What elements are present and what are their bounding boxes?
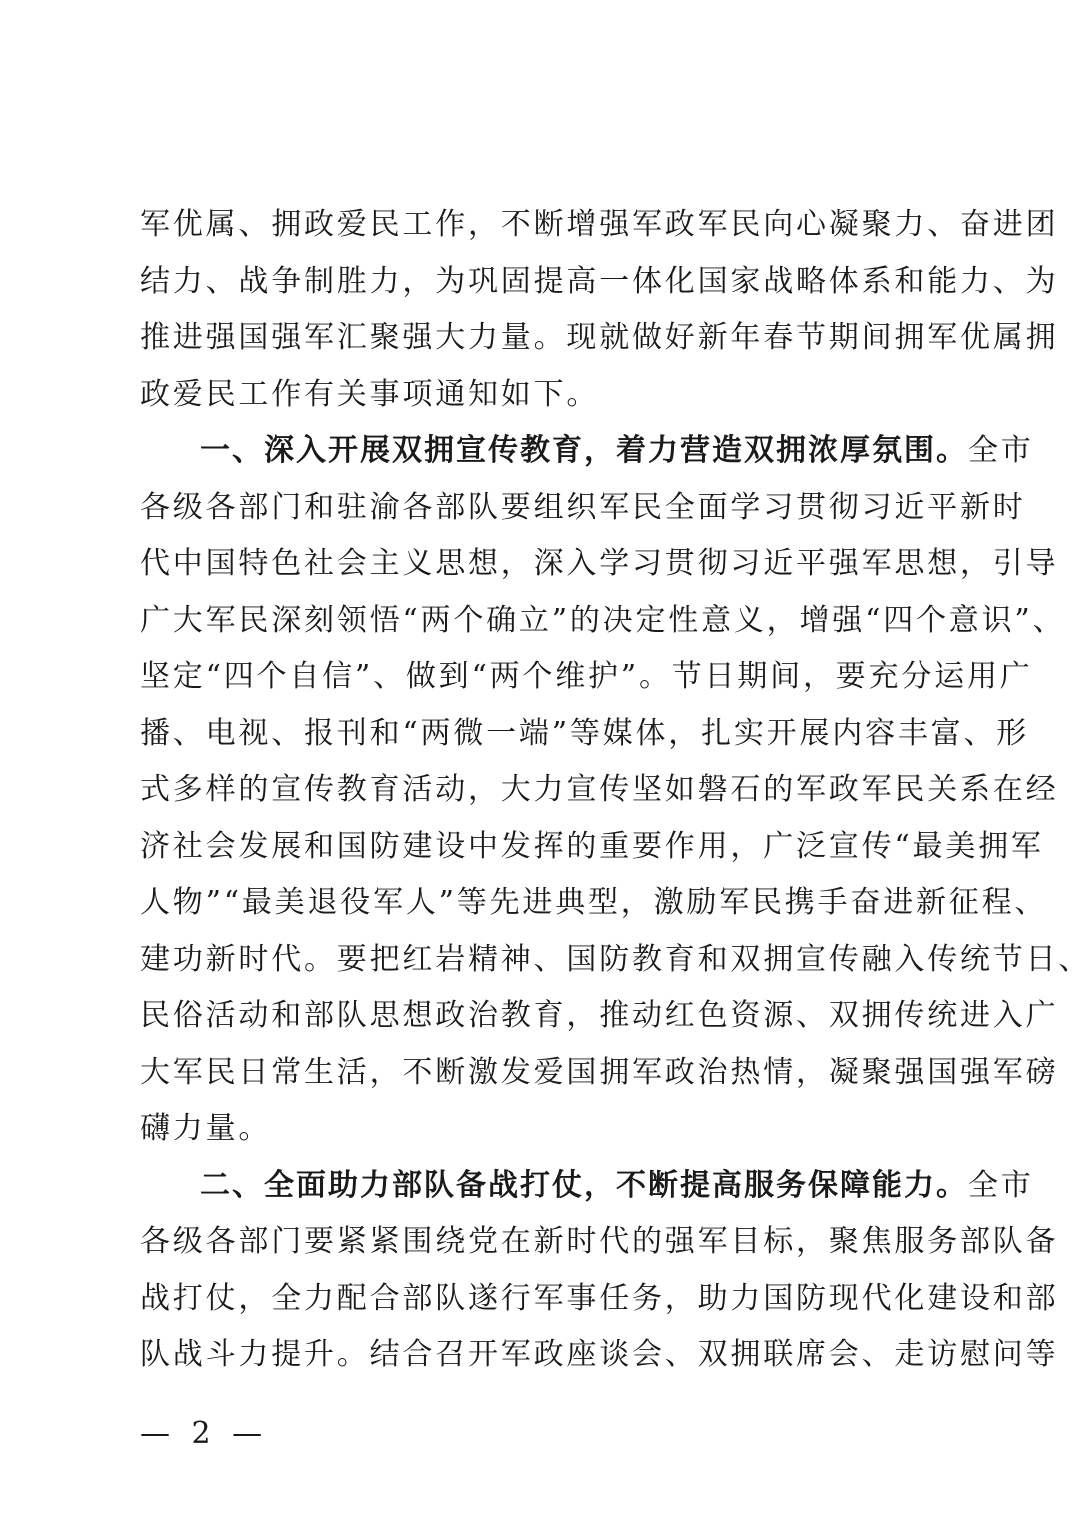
text-line: 结力、战争制胜力，为巩固提高一体化国家战略体系和能力、为 xyxy=(140,263,1059,299)
intro-paragraph xyxy=(140,197,1059,423)
section-2-heading: 二、全面助力部队备战打仗，不断提高服务保障能力。 xyxy=(200,1167,968,1203)
text-line: 军优属、拥政爱民工作，不断增强军政军民向心凝聚力、奋进团 xyxy=(140,207,1059,242)
text-line: 礴力量。 xyxy=(140,1111,272,1146)
text-line: 推进强国强军汇聚强大力量。现就做好新年春节期间拥军优属拥 xyxy=(140,320,1059,355)
text-line: 播、电视、报刊和“两微一端”等媒体，扎实开展内容丰富、形 xyxy=(140,715,1030,751)
text-line: 政爱民工作有关事项通知如下。 xyxy=(140,376,600,412)
text-line: 式多样的宣传教育活动，大力宣传坚如磐石的军政军民关系在经 xyxy=(140,772,1059,807)
text-line: 战打仗，全力配合部队遂行军事任务，助力国防现代化建设和部 xyxy=(140,1280,1059,1316)
section-2-first-line xyxy=(140,1158,1034,1215)
section-1-paragraph xyxy=(140,423,1091,1158)
text-line: 建功新时代。要把红岩精神、国防教育和双拥宣传融入传统节日、 xyxy=(140,941,1091,977)
section-1-heading: 一、深入开展双拥宣传教育，着力营造双拥浓厚氛围。 xyxy=(200,433,968,468)
text-line: 代中国特色社会主义思想，深入学习贯彻习近平强军思想，引导 xyxy=(140,546,1059,581)
text-line: 各级各部门和驻渝各部队要组织军民全面学习贯彻习近平新时 xyxy=(140,489,1026,525)
text-line: 坚定“四个自信”、做到“两个维护”。节日期间，要充分运用广 xyxy=(140,659,1033,694)
text-line: 广大军民深刻领悟“两个确立”的决定性意义，增强“四个意识”、 xyxy=(140,602,1066,638)
document-body xyxy=(140,197,1091,1384)
text-line: 队战斗力提升。结合召开军政座谈会、双拥联席会、走访慰问等 xyxy=(140,1337,1059,1372)
section-2-first-line-tail: 全市 xyxy=(968,1167,1034,1203)
page-number: — 2 — xyxy=(140,1416,269,1451)
text-line: 人物”“最美退役军人”等先进典型，激励军民携手奋进新征程、 xyxy=(140,885,1048,920)
text-line: 民俗活动和部队思想政治教育，推动红色资源、双拥传统进入广 xyxy=(140,998,1059,1033)
text-line: 各级各部门要紧紧围绕党在新时代的强军目标，聚焦服务部队备 xyxy=(140,1224,1059,1259)
section-1-first-line-tail: 全市 xyxy=(968,433,1034,468)
text-line: 大军民日常生活，不断激发爱国拥军政治热情，凝聚强国强军磅 xyxy=(140,1054,1059,1090)
text-line: 济社会发展和国防建设中发挥的重要作用，广泛宣传“最美拥军 xyxy=(140,828,1044,864)
section-1-first-line xyxy=(140,423,1034,480)
section-2-paragraph xyxy=(140,1158,1059,1384)
